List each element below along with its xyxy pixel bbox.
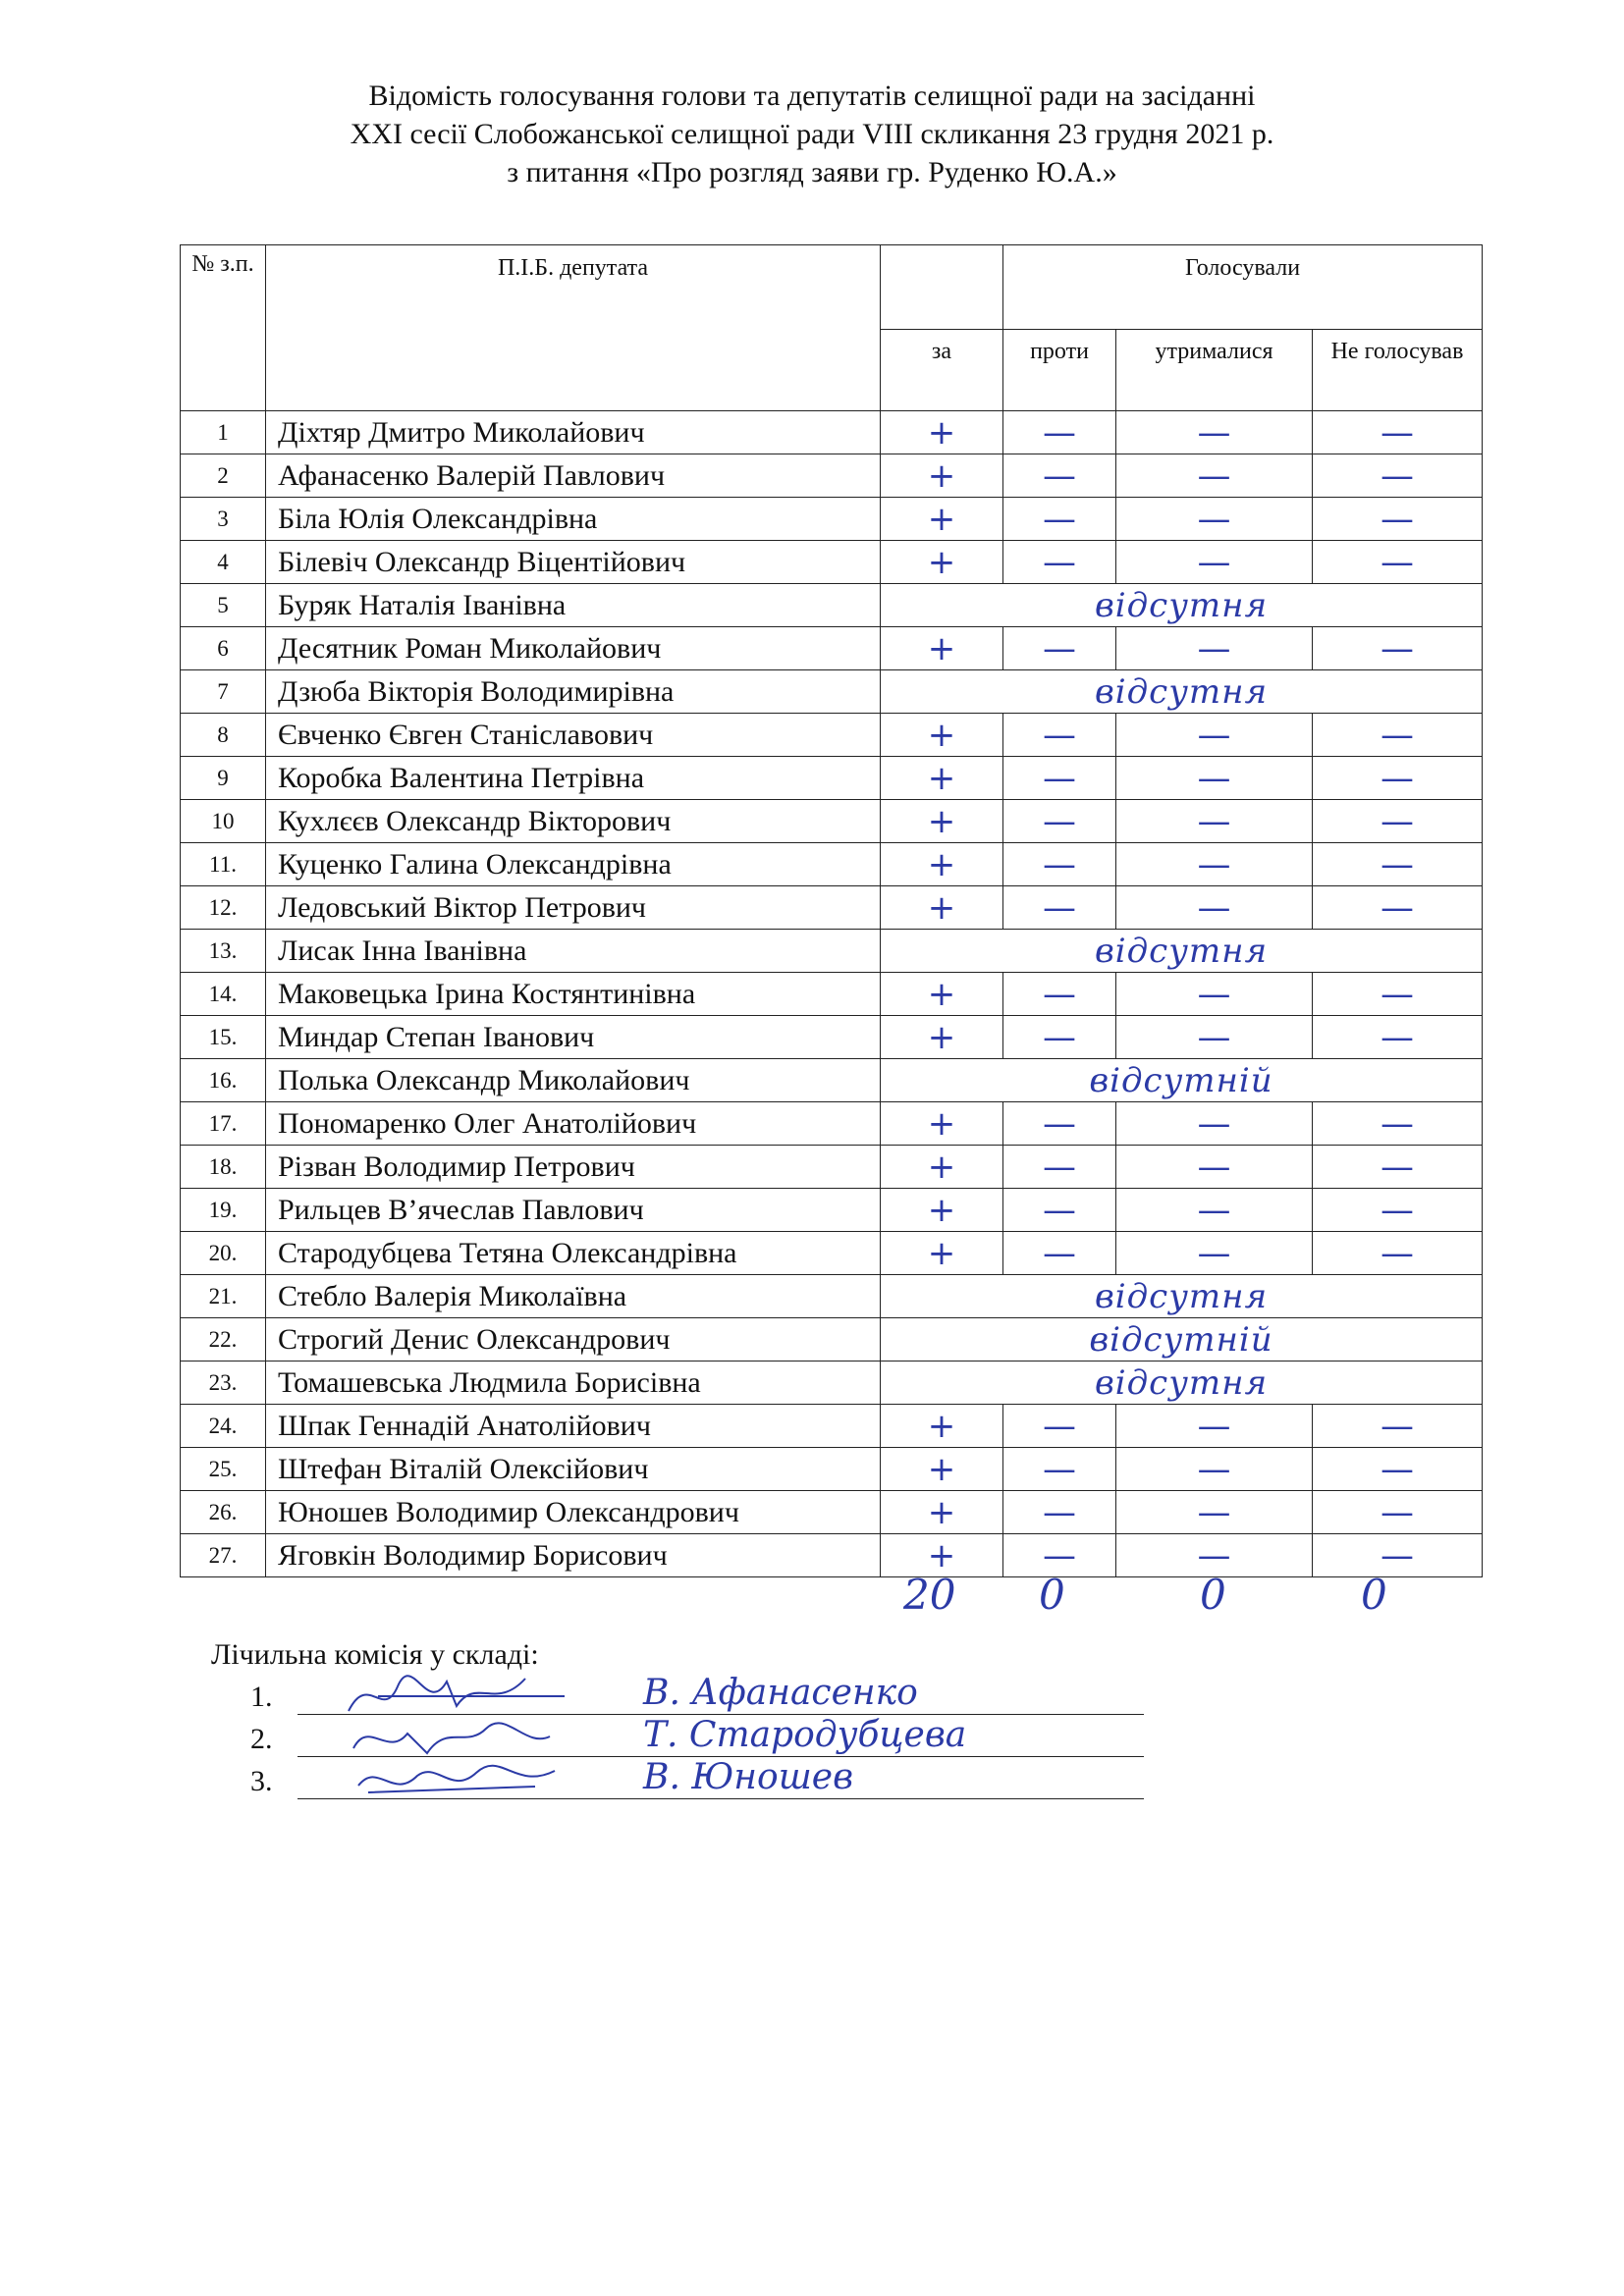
vote-abstained: — [1116,1146,1313,1189]
vote-not-voted: — [1313,757,1483,800]
member-number: 3. [250,1765,273,1797]
vote-not-voted: — [1313,1102,1483,1146]
total-for: 20 [903,1571,956,1619]
vote-for: + [881,1448,1003,1491]
table-row [181,714,1483,757]
vote-for: + [881,1405,1003,1448]
vote-abstained: — [1116,1534,1313,1577]
absent-note: відсутня [881,1362,1483,1405]
row-number: 24. [181,1405,266,1448]
row-number: 14. [181,973,266,1016]
deputy-name: Діхтяр Дмитро Миколайович [266,411,881,454]
absent-note: відсутня [881,670,1483,714]
vote-totals [0,1571,1624,1629]
vote-abstained: — [1116,886,1313,930]
vote-abstained: — [1116,1016,1313,1059]
commission-label: Лічильна комісія у складі: [211,1638,539,1671]
vote-against: — [1003,973,1116,1016]
table-row [181,1059,1483,1102]
vote-abstained: — [1116,973,1313,1016]
deputy-name: Коробка Валентина Петрівна [266,757,881,800]
table-row [181,973,1483,1016]
deputy-name: Рильцев В’ячеслав Павлович [266,1189,881,1232]
deputy-name: Білевіч Олександр Віцентійович [266,541,881,584]
vote-for: + [881,454,1003,498]
table-row [181,1189,1483,1232]
vote-not-voted: — [1313,714,1483,757]
vote-against: — [1003,1534,1116,1577]
vote-for: + [881,1534,1003,1577]
table-row [181,627,1483,670]
vote-abstained: — [1116,1448,1313,1491]
deputy-name: Полька Олександр Миколайович [266,1059,881,1102]
vote-against: — [1003,454,1116,498]
vote-not-voted: — [1313,1491,1483,1534]
table-row [181,1102,1483,1146]
vote-abstained: — [1116,800,1313,843]
table-row [181,757,1483,800]
vote-against: — [1003,1146,1116,1189]
table-row [181,886,1483,930]
header-abstained: утрималися [1116,330,1313,411]
deputy-name: Буряк Наталія Іванівна [266,584,881,627]
table-row [181,411,1483,454]
row-number: 25. [181,1448,266,1491]
voting-table [180,244,1483,1577]
vote-for: + [881,757,1003,800]
vote-for: + [881,1491,1003,1534]
row-number: 9 [181,757,266,800]
vote-for: + [881,541,1003,584]
header-name: П.І.Б. депутата [266,245,881,411]
total-against: 0 [1039,1571,1065,1619]
vote-for: + [881,843,1003,886]
voting-table-body [181,411,1483,1577]
table-row [181,670,1483,714]
vote-for: + [881,498,1003,541]
vote-for: + [881,1016,1003,1059]
header-blank [881,245,1003,330]
header-voted: Голосували [1003,245,1483,330]
row-number: 22. [181,1318,266,1362]
deputy-name: Яговкін Володимир Борисович [266,1534,881,1577]
vote-against: — [1003,757,1116,800]
vote-not-voted: — [1313,1189,1483,1232]
vote-against: — [1003,411,1116,454]
row-number: 2 [181,454,266,498]
deputy-name: Маковецька Ірина Костянтинівна [266,973,881,1016]
row-number: 15. [181,1016,266,1059]
deputy-name: Кухлєєв Олександр Вікторович [266,800,881,843]
vote-against: — [1003,714,1116,757]
row-number: 17. [181,1102,266,1146]
vote-not-voted: — [1313,1448,1483,1491]
row-number: 20. [181,1232,266,1275]
signed-name: В. Юношев [643,1757,854,1797]
vote-against: — [1003,1016,1116,1059]
row-number: 11. [181,843,266,886]
vote-abstained: — [1116,714,1313,757]
vote-against: — [1003,1102,1116,1146]
vote-for: + [881,886,1003,930]
table-row [181,1318,1483,1362]
vote-not-voted: — [1313,541,1483,584]
vote-against: — [1003,541,1116,584]
row-number: 16. [181,1059,266,1102]
title-line-2: XXI сесії Слобожанської селищної ради VIII скликання 23 грудня 2021 р. [350,118,1274,150]
table-row [181,1016,1483,1059]
row-number: 10 [181,800,266,843]
vote-against: — [1003,498,1116,541]
absent-note: відсутній [881,1318,1483,1362]
header-number: № з.п. [181,245,266,411]
deputy-name: Різван Володимир Петрович [266,1146,881,1189]
vote-against: — [1003,843,1116,886]
vote-abstained: — [1116,498,1313,541]
vote-against: — [1003,1491,1116,1534]
vote-not-voted: — [1313,843,1483,886]
vote-not-voted: — [1313,498,1483,541]
deputy-name: Томашевська Людмила Борисівна [266,1362,881,1405]
table-row [181,930,1483,973]
vote-not-voted: — [1313,1534,1483,1577]
header-not-voted: Не голосував [1313,330,1483,411]
vote-against: — [1003,886,1116,930]
deputy-name: Ледовський Віктор Петрович [266,886,881,930]
table-row [181,1275,1483,1318]
row-number: 7 [181,670,266,714]
deputy-name: Біла Юлія Олександрівна [266,498,881,541]
vote-not-voted: — [1313,411,1483,454]
vote-not-voted: — [1313,1232,1483,1275]
row-number: 3 [181,498,266,541]
vote-for: + [881,973,1003,1016]
vote-not-voted: — [1313,886,1483,930]
deputy-name: Пономаренко Олег Анатолійович [266,1102,881,1146]
vote-abstained: — [1116,843,1313,886]
title-line-3: з питання «Про розгляд заяви гр. Руденко Ю.А.» [507,156,1117,188]
signed-name: Т. Стародубцева [643,1715,967,1755]
vote-abstained: — [1116,1405,1313,1448]
vote-for: + [881,1189,1003,1232]
vote-not-voted: — [1313,1016,1483,1059]
vote-abstained: — [1116,1189,1313,1232]
vote-abstained: — [1116,411,1313,454]
commission-member-3 [250,1757,1144,1800]
table-row [181,584,1483,627]
vote-against: — [1003,800,1116,843]
member-number: 1. [250,1681,273,1713]
deputy-name: Стародубцева Тетяна Олександрівна [266,1232,881,1275]
vote-for: + [881,714,1003,757]
row-number: 13. [181,930,266,973]
deputy-name: Строгий Денис Олександрович [266,1318,881,1362]
table-row [181,800,1483,843]
table-row [181,454,1483,498]
total-abstained: 0 [1200,1571,1226,1619]
table-row [181,1146,1483,1189]
vote-for: + [881,627,1003,670]
absent-note: відсутня [881,1275,1483,1318]
vote-abstained: — [1116,757,1313,800]
row-number: 19. [181,1189,266,1232]
deputy-name: Лисак Інна Іванівна [266,930,881,973]
row-number: 26. [181,1491,266,1534]
title-line-1: Відомість голосування голови та депутатів селищної ради на засіданні [368,80,1256,112]
vote-abstained: — [1116,1102,1313,1146]
absent-note: відсутня [881,584,1483,627]
vote-abstained: — [1116,627,1313,670]
header-for: за [881,330,1003,411]
row-number: 23. [181,1362,266,1405]
total-not-voted: 0 [1361,1571,1387,1619]
vote-for: + [881,1102,1003,1146]
vote-against: — [1003,627,1116,670]
vote-for: + [881,800,1003,843]
vote-for: + [881,1232,1003,1275]
row-number: 8 [181,714,266,757]
vote-not-voted: — [1313,454,1483,498]
deputy-name: Штефан Віталій Олексійович [266,1448,881,1491]
vote-abstained: — [1116,454,1313,498]
table-row [181,1232,1483,1275]
vote-not-voted: — [1313,1146,1483,1189]
row-number: 21. [181,1275,266,1318]
row-number: 1 [181,411,266,454]
vote-not-voted: — [1313,800,1483,843]
vote-abstained: — [1116,1232,1313,1275]
vote-not-voted: — [1313,627,1483,670]
row-number: 6 [181,627,266,670]
header-against: проти [1003,330,1116,411]
signature-scribble [339,1751,584,1810]
deputy-name: Дзюба Вікторія Володимирівна [266,670,881,714]
absent-note: відсутня [881,930,1483,973]
row-number: 12. [181,886,266,930]
deputy-name: Десятник Роман Миколайович [266,627,881,670]
table-row [181,541,1483,584]
deputy-name: Євченко Євген Станіславович [266,714,881,757]
vote-against: — [1003,1189,1116,1232]
document-title [0,77,1624,191]
deputy-name: Афанасенко Валерій Павлович [266,454,881,498]
absent-note: відсутній [881,1059,1483,1102]
deputy-name: Юношев Володимир Олександрович [266,1491,881,1534]
deputy-name: Шпак Геннадій Анатолійович [266,1405,881,1448]
vote-against: — [1003,1448,1116,1491]
vote-for: + [881,411,1003,454]
signed-name: В. Афанасенко [643,1673,918,1713]
vote-against: — [1003,1232,1116,1275]
table-row [181,1362,1483,1405]
table-row [181,498,1483,541]
deputy-name: Стебло Валерія Миколаївна [266,1275,881,1318]
table-row [181,1491,1483,1534]
table-row [181,843,1483,886]
vote-against: — [1003,1405,1116,1448]
deputy-name: Куценко Галина Олександрівна [266,843,881,886]
table-row [181,1405,1483,1448]
row-number: 5 [181,584,266,627]
table-row [181,1448,1483,1491]
row-number: 27. [181,1534,266,1577]
vote-not-voted: — [1313,973,1483,1016]
vote-for: + [881,1146,1003,1189]
row-number: 18. [181,1146,266,1189]
row-number: 4 [181,541,266,584]
deputy-name: Миндар Степан Іванович [266,1016,881,1059]
vote-abstained: — [1116,1491,1313,1534]
vote-not-voted: — [1313,1405,1483,1448]
member-number: 2. [250,1723,273,1755]
vote-abstained: — [1116,541,1313,584]
